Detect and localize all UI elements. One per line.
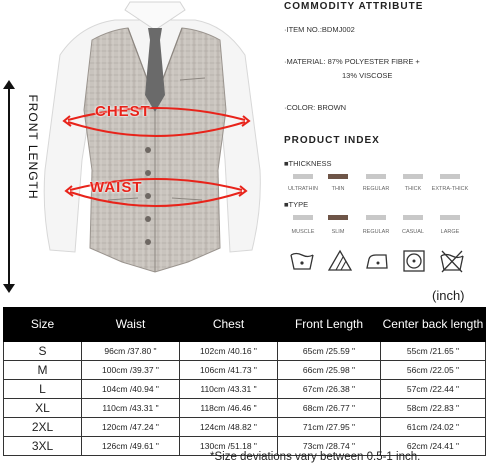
waist-cell: 120cm /47.24 " [82, 418, 180, 437]
thickness-swatch [366, 174, 386, 179]
thickness-option: EXTRA-THICK [431, 186, 469, 192]
thickness-option: THICK [404, 186, 422, 192]
thickness-label: ■THICKNESS [284, 159, 332, 168]
front-length-cell: 73cm /28.74 " [278, 437, 381, 456]
waist-cell: 100cm /39.37 " [82, 361, 180, 380]
waist-cell: 104cm /40.94 " [82, 380, 180, 399]
type-swatch [293, 215, 313, 220]
back-length-cell: 58cm /22.83 " [381, 399, 486, 418]
type-option: CASUAL [401, 229, 424, 235]
waist-cell: 96cm /37.80 " [82, 342, 180, 361]
hand-wash-icon [289, 248, 315, 274]
chest-cell: 106cm /41.73 " [180, 361, 278, 380]
vest-product-image [20, 0, 282, 300]
table-row [4, 342, 486, 361]
front-length-cell: 71cm /27.95 " [278, 418, 381, 437]
table-row [4, 399, 486, 418]
no-bleach-icon [327, 248, 353, 274]
column-header-center-back-length: Center back length [381, 308, 486, 342]
type-swatch-selected [328, 215, 348, 220]
waist-label: WAIST [90, 179, 143, 196]
type-swatch [440, 215, 460, 220]
table-row [4, 380, 486, 399]
chest-cell: 102cm /40.16 " [180, 342, 278, 361]
chest-label: CHEST [95, 103, 151, 120]
thickness-swatch [440, 174, 460, 179]
unit-label: (inch) [432, 288, 465, 303]
thickness-option: REGULAR [362, 186, 390, 192]
front-length-line [8, 86, 10, 286]
item-number: ·ITEM NO.:BDMJ002 [284, 25, 355, 34]
size-deviation-note: *Size deviations vary between 0.5-1 inch. [210, 451, 421, 463]
chest-cell: 110cm /43.31 " [180, 380, 278, 399]
front-length-label: FRONT LENGTH [26, 94, 40, 200]
type-option: REGULAR [362, 229, 390, 235]
table-header-row [4, 308, 486, 342]
chest-cell: 130cm /51.18 " [180, 437, 278, 456]
type-option: LARGE [440, 229, 460, 235]
size-cell: M [4, 361, 82, 380]
attributes-panel [282, 0, 488, 290]
size-cell: 3XL [4, 437, 82, 456]
type-option: SLIM [331, 229, 345, 235]
front-length-cell: 66cm /25.98 " [278, 361, 381, 380]
type-swatch [403, 215, 423, 220]
back-length-cell: 62cm /24.41 " [381, 437, 486, 456]
chest-cell: 118cm /46.46 " [180, 399, 278, 418]
column-header-size: Size [4, 308, 82, 342]
commodity-attribute-title: COMMODITY ATTRIBUTE [284, 1, 424, 12]
thickness-swatch [403, 174, 423, 179]
column-header-waist: Waist [82, 308, 180, 342]
chest-cell: 124cm /48.82 " [180, 418, 278, 437]
front-length-cell: 68cm /26.77 " [278, 399, 381, 418]
back-length-cell: 57cm /22.44 " [381, 380, 486, 399]
size-cell: XL [4, 399, 82, 418]
color-line: ·COLOR: BROWN [284, 103, 347, 112]
table-row [4, 361, 486, 380]
material-line-2: 13% VISCOSE [342, 71, 393, 80]
iron-low-icon [364, 248, 390, 274]
size-cell: 2XL [4, 418, 82, 437]
column-header-front-length: Front Length [278, 308, 381, 342]
arrow-down-icon [3, 284, 15, 293]
product-index-title: PRODUCT INDEX [284, 135, 380, 146]
thickness-swatch-selected [328, 174, 348, 179]
back-length-cell: 56cm /22.05 " [381, 361, 486, 380]
front-length-indicator [0, 40, 20, 250]
type-swatch [366, 215, 386, 220]
material-line-1: ·MATERIAL: 87% POLYESTER FIBRE + [284, 57, 420, 66]
type-option: MUSCLE [291, 229, 315, 235]
size-cell: L [4, 380, 82, 399]
front-length-cell: 67cm /26.38 " [278, 380, 381, 399]
waist-cell: 110cm /43.31 " [82, 399, 180, 418]
dry-clean-icon [401, 248, 427, 274]
size-cell: S [4, 342, 82, 361]
thickness-option: THIN [331, 186, 345, 192]
size-chart-table [3, 307, 486, 456]
waist-cell: 126cm /49.61 " [82, 437, 180, 456]
type-label: ■TYPE [284, 200, 309, 209]
back-length-cell: 55cm /21.65 " [381, 342, 486, 361]
front-length-cell: 65cm /25.59 " [278, 342, 381, 361]
back-length-cell: 61cm /24.02 " [381, 418, 486, 437]
no-tumble-dry-icon [439, 248, 465, 274]
column-header-chest: Chest [180, 308, 278, 342]
table-row [4, 418, 486, 437]
thickness-option: ULTRATHIN [287, 186, 319, 192]
thickness-swatch [293, 174, 313, 179]
